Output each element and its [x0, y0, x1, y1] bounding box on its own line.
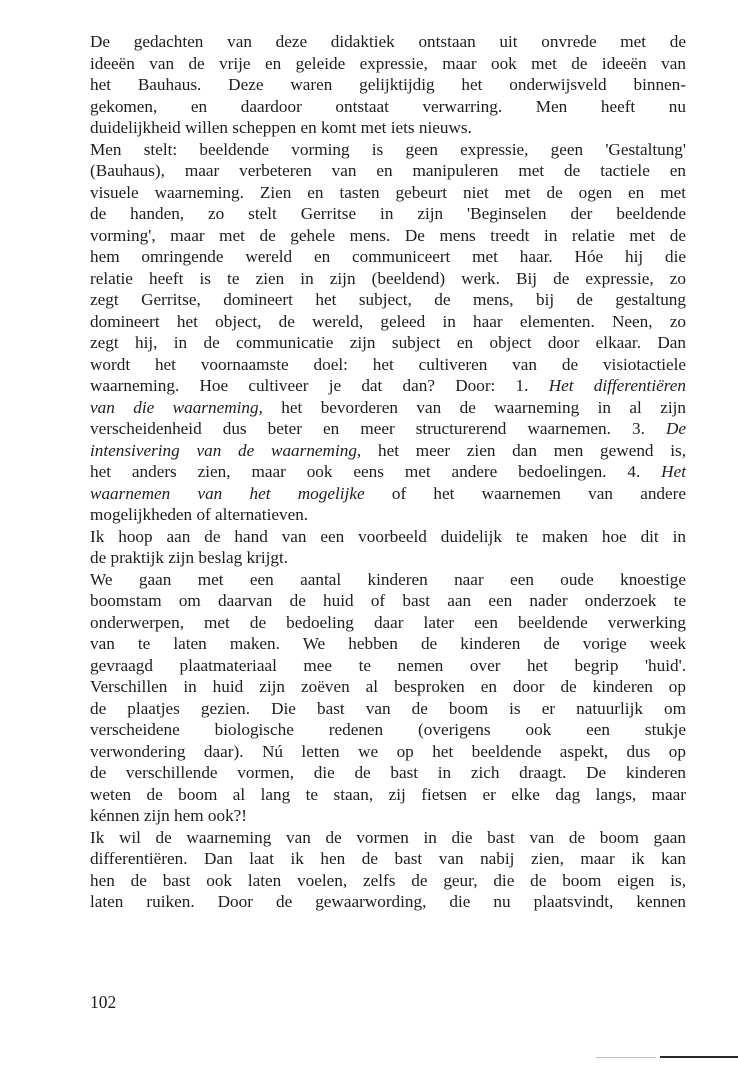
- text-line: van te laten maken. We hebben de kinderen de vorige week: [90, 634, 686, 653]
- paragraph-5: [90, 827, 686, 913]
- italic-term: Het differentiëren: [548, 376, 687, 395]
- text-line: boomstam om daarvan de huid of bast aan een nader onderzoek te: [90, 591, 686, 610]
- text-run: het bevorderen van de waarneming in al zijn: [262, 397, 686, 417]
- text-line: De gedachten van deze didaktiek ontstaan uit onvrede met de: [90, 32, 686, 51]
- text-line: kénnen zijn hem ook?!: [90, 806, 248, 825]
- italic-term: Het: [661, 462, 686, 481]
- text-line: verwondering daar). Nú letten we op het beeldende aspekt, dus op: [90, 741, 686, 761]
- page-body: [90, 31, 686, 913]
- text-line: Verschillen in huid zijn zoëven al besproken en door de kinderen op: [90, 677, 686, 696]
- text-line: visuele waarneming. Zien en tasten gebeurt niet met de ogen en met: [90, 182, 686, 202]
- text-line: de handen, zo stelt Gerritse in zijn 'Beginselen der beeldende: [90, 204, 686, 223]
- text-line: de verschillende vormen, die de bast in zich draagt. De kinderen: [90, 763, 686, 782]
- scan-edge-line-faint: [596, 1057, 656, 1058]
- text-line: Men stelt: beeldende vorming is geen expressie, geen 'Gestaltung': [90, 139, 686, 159]
- text-line: domineert het object, de wereld, geleed in haar elementen. Neen, zo: [90, 311, 686, 331]
- text-run: verscheidenheid dus beter en meer structurerend waarnemen. 3.: [90, 419, 645, 438]
- text-line: [90, 483, 686, 505]
- text-line: wordt het voornaamste doel: het cultiveren van de visiotactiele: [90, 354, 686, 374]
- text-line: ideeën van de vrije en geleide expressie, maar ook met de ideeën van: [90, 53, 686, 73]
- text-run: of het waarnemen van andere: [364, 483, 686, 503]
- text-line: weten de boom al lang te staan, zij fietsen er elke dag langs, maar: [90, 784, 686, 804]
- scan-edge-line: [660, 1056, 738, 1058]
- paragraph-4: [90, 569, 686, 827]
- text-line: (Bauhaus), maar verbeteren van en manipuleren met de tactiele en: [90, 161, 686, 180]
- text-line: [90, 461, 686, 483]
- text-line: [90, 418, 686, 440]
- text-line: verscheidene biologische redenen (overigens ook een stukje: [90, 720, 686, 739]
- text-line: [90, 440, 686, 462]
- text-line: gevraagd plaatmateriaal mee te nemen over het begrip 'huid'.: [90, 655, 686, 675]
- text-line: Ik hoop aan de hand van een voorbeeld duidelijk te maken hoe dit in: [90, 526, 686, 546]
- text-line: [90, 397, 686, 419]
- italic-term: waarnemen van het mogelijke: [90, 483, 365, 503]
- italic-term: intensivering van de waarneming,: [90, 440, 362, 460]
- italic-term: De: [665, 419, 686, 438]
- paragraph-1: [90, 31, 686, 139]
- text-line: [90, 375, 686, 397]
- text-line: de plaatjes gezien. Die bast van de boom is er natuurlijk om: [90, 698, 686, 718]
- text-line: gekomen, en daardoor ontstaat verwarring. Men heeft nu: [90, 96, 686, 116]
- text-line: differentiëren. Dan laat ik hen de bast van nabij zien, maar ik kan: [90, 849, 686, 868]
- text-line: zegt hij, in de communicatie zijn subject en object door elkaar. Dan: [90, 333, 686, 352]
- text-line: We gaan met een aantal kinderen naar een oude knoestige: [90, 569, 686, 589]
- text-line: de praktijk zijn beslag krijgt.: [90, 548, 289, 567]
- text-line: duidelijkheid willen scheppen en komt met iets nieuws.: [90, 118, 472, 137]
- text-line: Ik wil de waarneming van de vormen in die bast van de boom gaan: [90, 827, 686, 847]
- text-line: onderwerpen, met de bedoeling daar later een beeldende verwerking: [90, 612, 686, 632]
- text-line: hen de bast ook laten voelen, zelfs de geur, die de boom eigen is,: [90, 870, 686, 890]
- text-run: het anders zien, maar ook eens met andere bedoelingen. 4.: [90, 462, 641, 481]
- text-line: mogelijkheden of alternatieven.: [90, 505, 309, 524]
- paragraph-2: [90, 139, 686, 526]
- text-line: laten ruiken. Door de gewaarwording, die nu plaatsvindt, kennen: [90, 892, 686, 911]
- text-line: het Bauhaus. Deze waren gelijktijdig het onderwijsveld binnen-: [90, 75, 686, 94]
- text-run: het meer zien dan men gewend is,: [361, 440, 687, 460]
- text-line: zegt Gerritse, domineert het subject, de mens, bij de gestaltung: [90, 290, 686, 309]
- paragraph-3: [90, 526, 686, 569]
- text-line: hem omringende wereld en communiceert met haar. Hóe hij die: [90, 247, 686, 266]
- text-line: relatie heeft is te zien in zijn (beeldend) werk. Bij de expressie, zo: [90, 268, 686, 288]
- page-number: 102: [90, 992, 117, 1012]
- text-run: waarneming. Hoe cultiveer je dat dan? Door: 1.: [90, 376, 529, 395]
- text-line: vorming', maar met de gehele mens. De mens treedt in relatie met de: [90, 225, 686, 245]
- italic-term: van die waarneming,: [90, 397, 263, 417]
